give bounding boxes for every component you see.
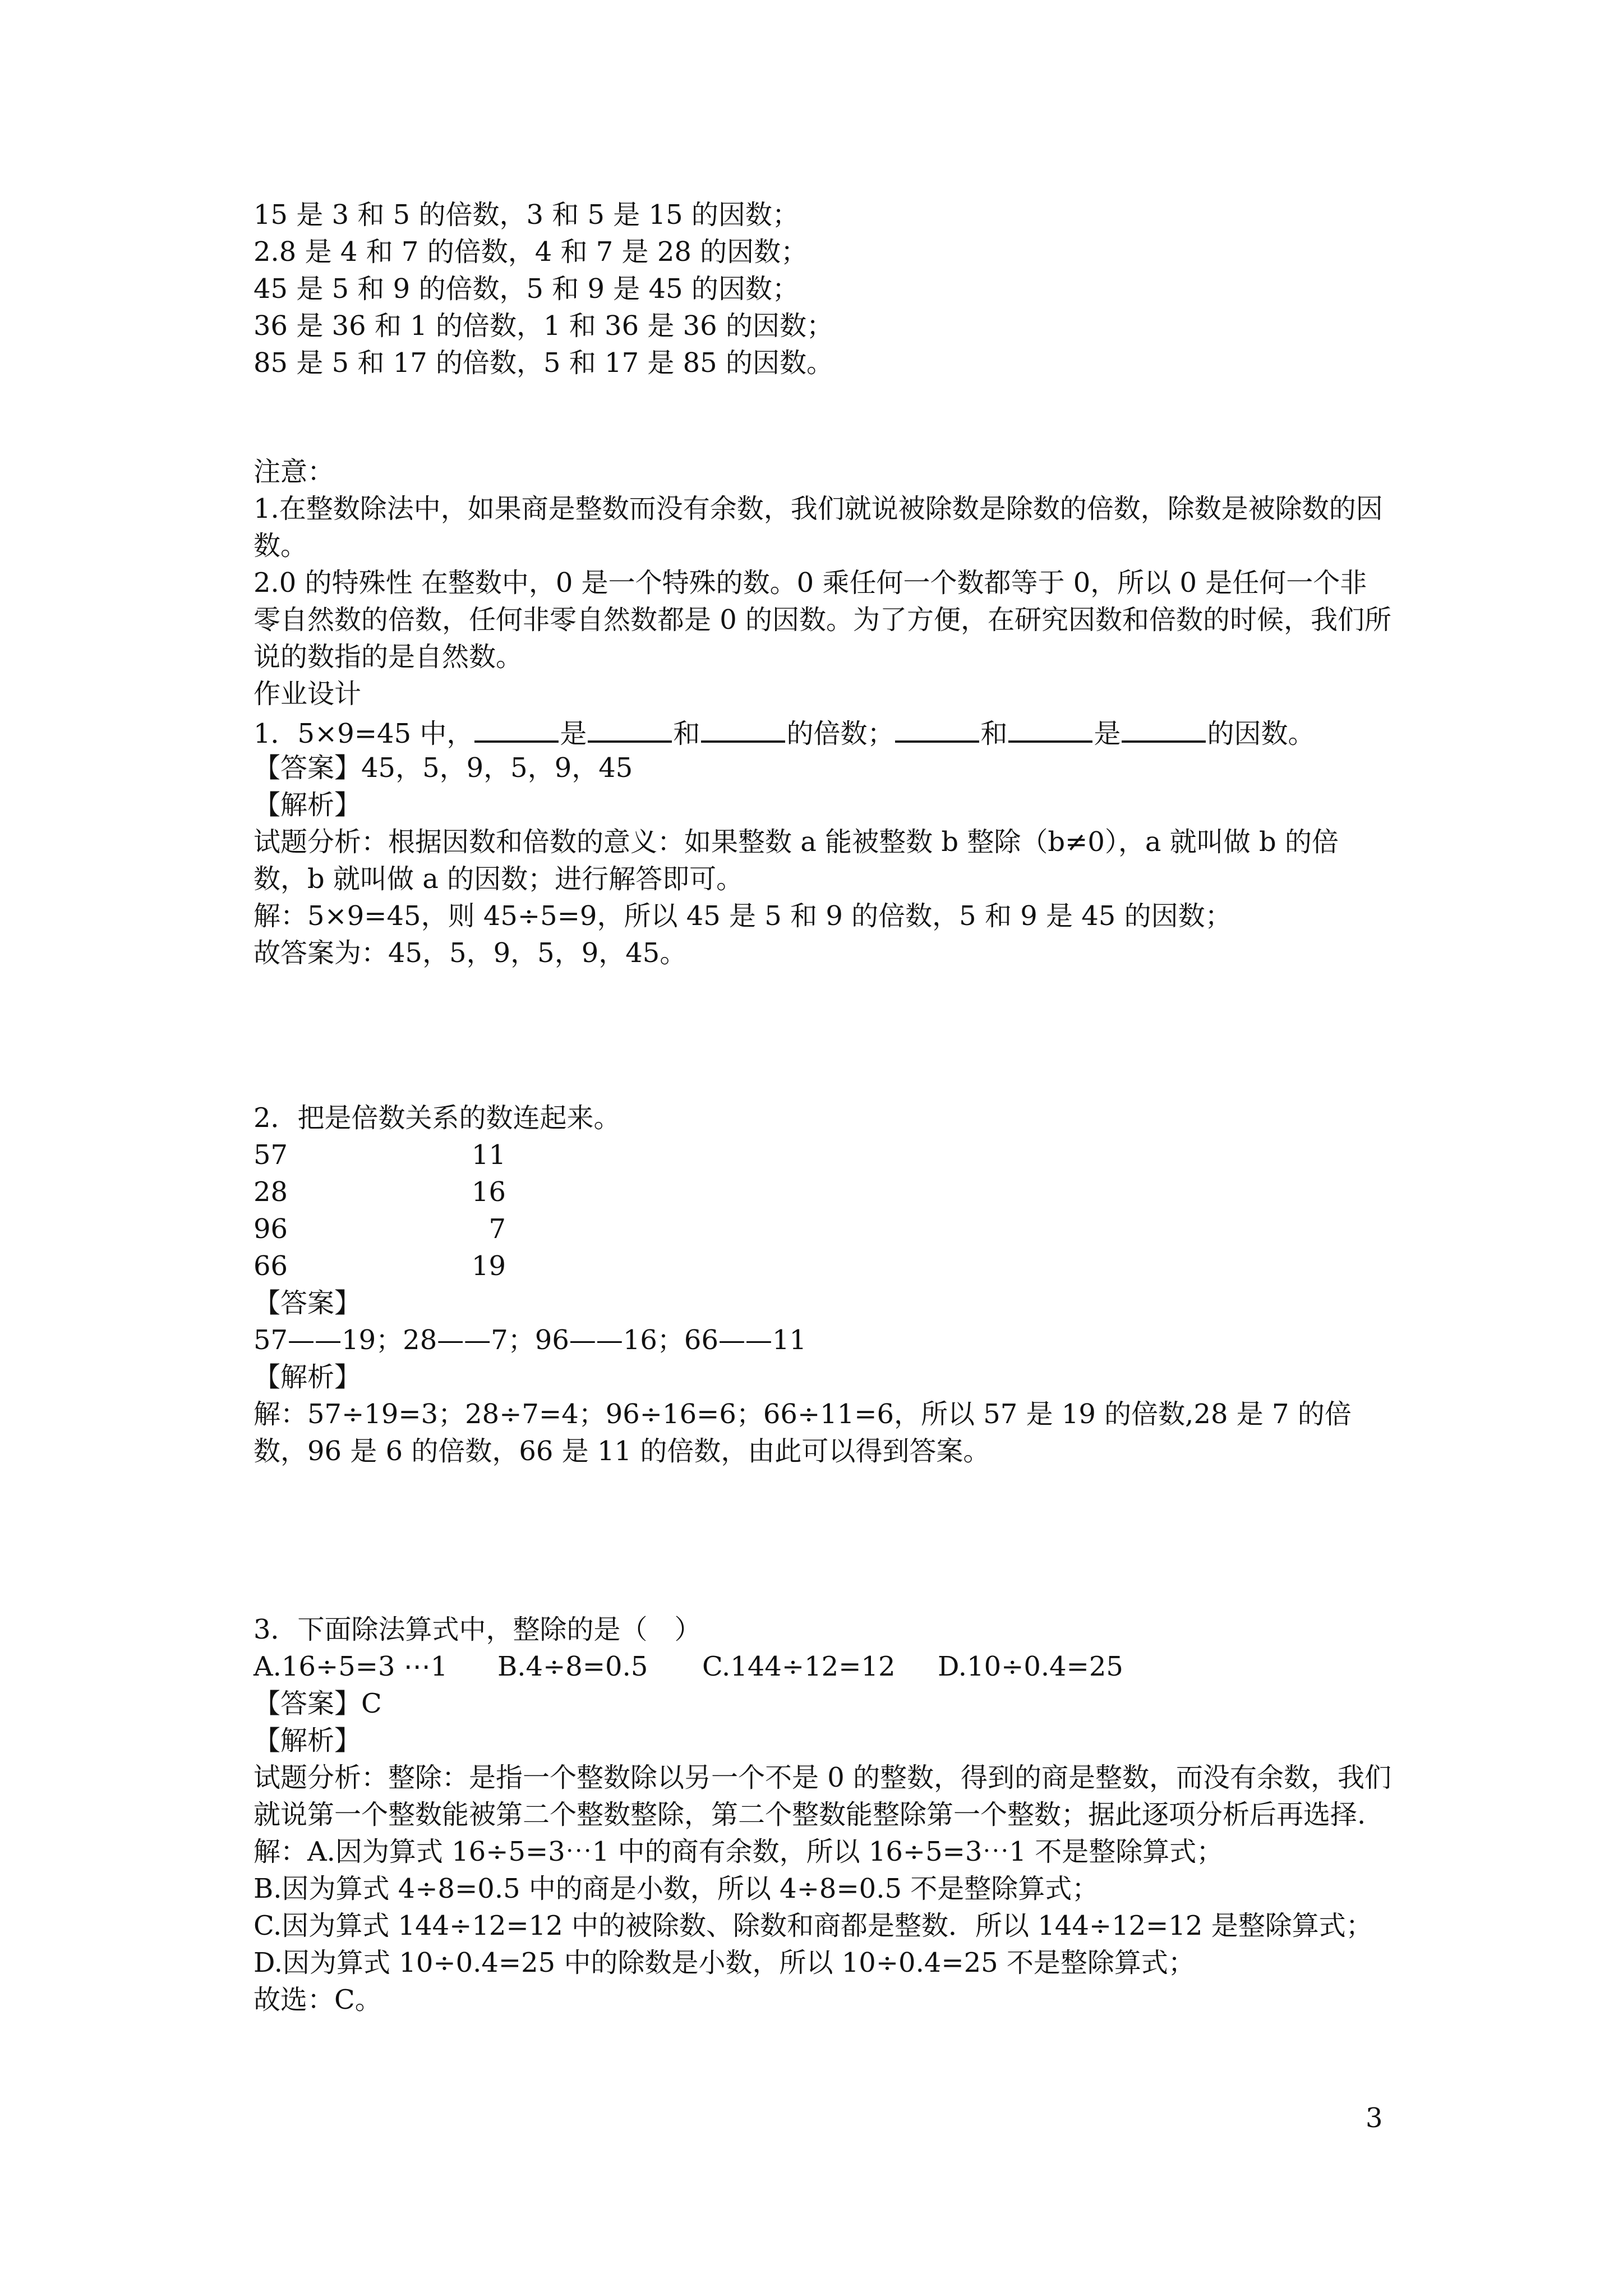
q3-solution-a: 解：A.因为算式 16÷5=3⋯1 中的商有余数，所以 16÷5=3⋯1 不是整除算式；	[253, 1836, 1224, 1867]
q3-title: 3．下面除法算式中，整除的是（ ）	[253, 1614, 702, 1645]
q2-right-number: 11	[471, 1139, 506, 1171]
q1-word: 的倍数；	[786, 718, 895, 749]
q1-blank-2[interactable]	[588, 712, 672, 743]
question-1	[253, 712, 1392, 972]
note-item-2: 2.0 的特殊性 在整数中，0 是一个特殊的数。0 乘任何一个数都等于 0，所以 0 是任何一个非零自然数的倍数，任何非零自然数都是 0 的因数。为了方便，在研究因数和倍数的时候，我们所说的数指的是自然数。	[253, 567, 1392, 673]
note-item-1: 1.在整数除法中，如果商是整数而没有余数，我们就说被除数是除数的倍数，除数是被除数的因数。	[253, 493, 1383, 562]
q3-option-a[interactable]: A.16÷5=3 ⋯1	[253, 1651, 448, 1682]
notes-heading: 注意：	[253, 456, 335, 487]
q2-right-number: 16	[471, 1176, 506, 1208]
intro-line: 2.8 是 4 和 7 的倍数，4 和 7 是 28 的因数；	[253, 236, 808, 268]
q1-blank-6[interactable]	[1122, 712, 1206, 743]
intro-line: 36 是 36 和 1 的倍数，1 和 36 是 36 的因数；	[253, 310, 833, 342]
intro-line: 45 是 5 和 9 的倍数，5 和 9 是 45 的因数；	[253, 273, 799, 305]
q3-solution-d: D.因为算式 10÷0.4=25 中的除数是小数，所以 10÷0.4=25 不是整除算式；	[253, 1947, 1195, 1978]
question-2	[253, 1099, 1392, 1470]
q2-left-number: 28	[253, 1176, 288, 1208]
q1-analysis: 试题分析：根据因数和倍数的意义：如果整数 a 能被整数 b 整除（b≠0），a 就叫做 b 的倍数，b 就叫做 a 的因数；进行解答即可。	[253, 826, 1339, 895]
q1-blank-4[interactable]	[895, 712, 979, 743]
q1-prefix: 1．5×9=45 中，	[253, 718, 474, 749]
q3-solution-b: B.因为算式 4÷8=0.5 中的商是小数，所以 4÷8=0.5 不是整除算式；	[253, 1873, 1099, 1904]
q2-right-number: 7	[488, 1213, 506, 1245]
q3-option-b[interactable]: B.4÷8=0.5	[497, 1651, 648, 1682]
q2-number-grid	[253, 1137, 1392, 1285]
intro-line: 85 是 5 和 17 的倍数，5 和 17 是 85 的因数。	[253, 347, 833, 379]
intro-line: 15 是 3 和 5 的倍数，3 和 5 是 15 的因数；	[253, 199, 799, 231]
q1-analysis-label: 【解析】	[253, 789, 362, 821]
notes-section	[253, 453, 1392, 712]
q2-left-number: 57	[253, 1139, 288, 1171]
q3-solution-c: C.因为算式 144÷12=12 中的被除数、除数和商都是整数．所以 144÷12=12 是整除算式；	[253, 1910, 1373, 1941]
q2-title: 2．把是倍数关系的数连起来。	[253, 1102, 621, 1134]
q1-blank-3[interactable]	[701, 712, 785, 743]
q1-word: 和	[980, 718, 1008, 749]
q3-options	[253, 1648, 1392, 1685]
q3-analysis-label: 【解析】	[253, 1725, 362, 1756]
q3-option-d[interactable]: D.10÷0.4=25	[938, 1651, 1123, 1682]
q2-answer-label: 【答案】	[253, 1287, 362, 1319]
q2-answer: 57——19；28——7；96——16；66——11	[253, 1324, 807, 1356]
q2-right-number: 19	[471, 1250, 506, 1282]
q1-word: 和	[673, 718, 700, 749]
intro-section	[253, 196, 1392, 381]
q1-blank-1[interactable]	[474, 712, 559, 743]
q3-answer: 【答案】C	[253, 1688, 382, 1719]
page-number: 3	[1366, 2102, 1383, 2134]
q2-analysis: 解：57÷19=3；28÷7=4；96÷16=6；66÷11=6，所以 57 是 19 的倍数,28 是 7 的倍数，96 是 6 的倍数，66 是 11 的倍数，由此可以得到答案。	[253, 1398, 1352, 1467]
q2-analysis-label: 【解析】	[253, 1361, 362, 1393]
q1-conclusion: 故答案为：45，5，9，5，9，45。	[253, 937, 687, 969]
q2-left-number: 96	[253, 1213, 288, 1245]
q1-word: 的因数。	[1207, 718, 1315, 749]
q3-analysis: 试题分析：整除：是指一个整数除以另一个不是 0 的整数，得到的商是整数，而没有余数，我们就说第一个整数能被第二个整数整除，第二个整数能整除第一个整数；据此逐项分析后再选择.	[253, 1762, 1392, 1830]
q1-word: 是	[560, 718, 587, 749]
q3-conclusion: 故选：C。	[253, 1984, 382, 2016]
q1-word: 是	[1094, 718, 1121, 749]
question-3	[253, 1611, 1392, 2018]
q3-option-c[interactable]: C.144÷12=12	[702, 1651, 896, 1682]
q1-stem	[253, 712, 1392, 749]
q1-solution: 解：5×9=45，则 45÷5=9，所以 45 是 5 和 9 的倍数，5 和 9 是 45 的因数；	[253, 900, 1232, 932]
homework-title: 作业设计	[253, 678, 362, 710]
q2-left-number: 66	[253, 1250, 288, 1282]
q1-answer: 【答案】45，5，9，5，9，45	[253, 752, 633, 784]
q1-blank-5[interactable]	[1008, 712, 1092, 743]
